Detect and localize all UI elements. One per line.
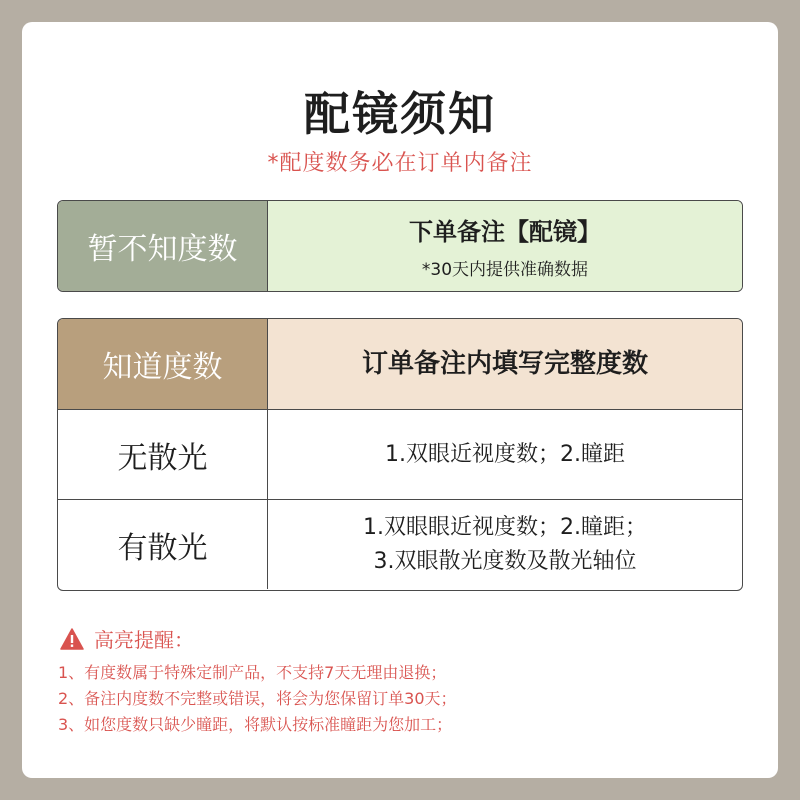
known-prescription-header-label: 知道度数 bbox=[58, 319, 268, 409]
row-value-no-astigmatism bbox=[268, 410, 742, 499]
known-prescription-table bbox=[57, 318, 743, 591]
unknown-prescription-label: 暂不知度数 bbox=[58, 201, 268, 291]
alert-header bbox=[60, 624, 194, 653]
row-label-astigmatism: 有散光 bbox=[58, 500, 268, 589]
alert-list bbox=[58, 660, 457, 738]
unknown-prescription-instruction-cell bbox=[268, 201, 742, 291]
page-subtitle: *配度数务必在订单内备注 bbox=[267, 151, 533, 176]
known-prescription-header-value: 订单备注内填写完整度数 bbox=[268, 319, 742, 409]
list-item: 2、备注内度数不完整或错误，将会为您保留订单30天； bbox=[58, 689, 457, 708]
alert-title: 高亮提醒： bbox=[94, 628, 194, 652]
page-title: 配镜须知 bbox=[304, 87, 496, 141]
table-row bbox=[58, 500, 742, 589]
unknown-prescription-instruction: 下单备注【配镜】 bbox=[409, 218, 601, 246]
list-item: 3、如您度数只缺少瞳距，将默认按标准瞳距为您加工； bbox=[58, 715, 453, 734]
row-value-line: 1.双眼眼近视度数；2.瞳距； bbox=[363, 514, 647, 540]
row-value-line: 3.双眼散光度数及散光轴位 bbox=[373, 548, 637, 574]
table-row bbox=[58, 410, 742, 500]
row-value-line: 1.双眼近视度数；2.瞳距 bbox=[385, 441, 625, 467]
unknown-prescription-note: *30天内提供准确数据 bbox=[421, 260, 589, 280]
list-item: 1、有度数属于特殊定制产品，不支持7天无理由退换； bbox=[58, 663, 447, 682]
row-label-no-astigmatism: 无散光 bbox=[58, 410, 268, 499]
unknown-prescription-box bbox=[57, 200, 743, 292]
known-prescription-header-row bbox=[58, 319, 742, 410]
row-value-astigmatism bbox=[268, 500, 742, 589]
warning-triangle-icon bbox=[60, 628, 84, 650]
